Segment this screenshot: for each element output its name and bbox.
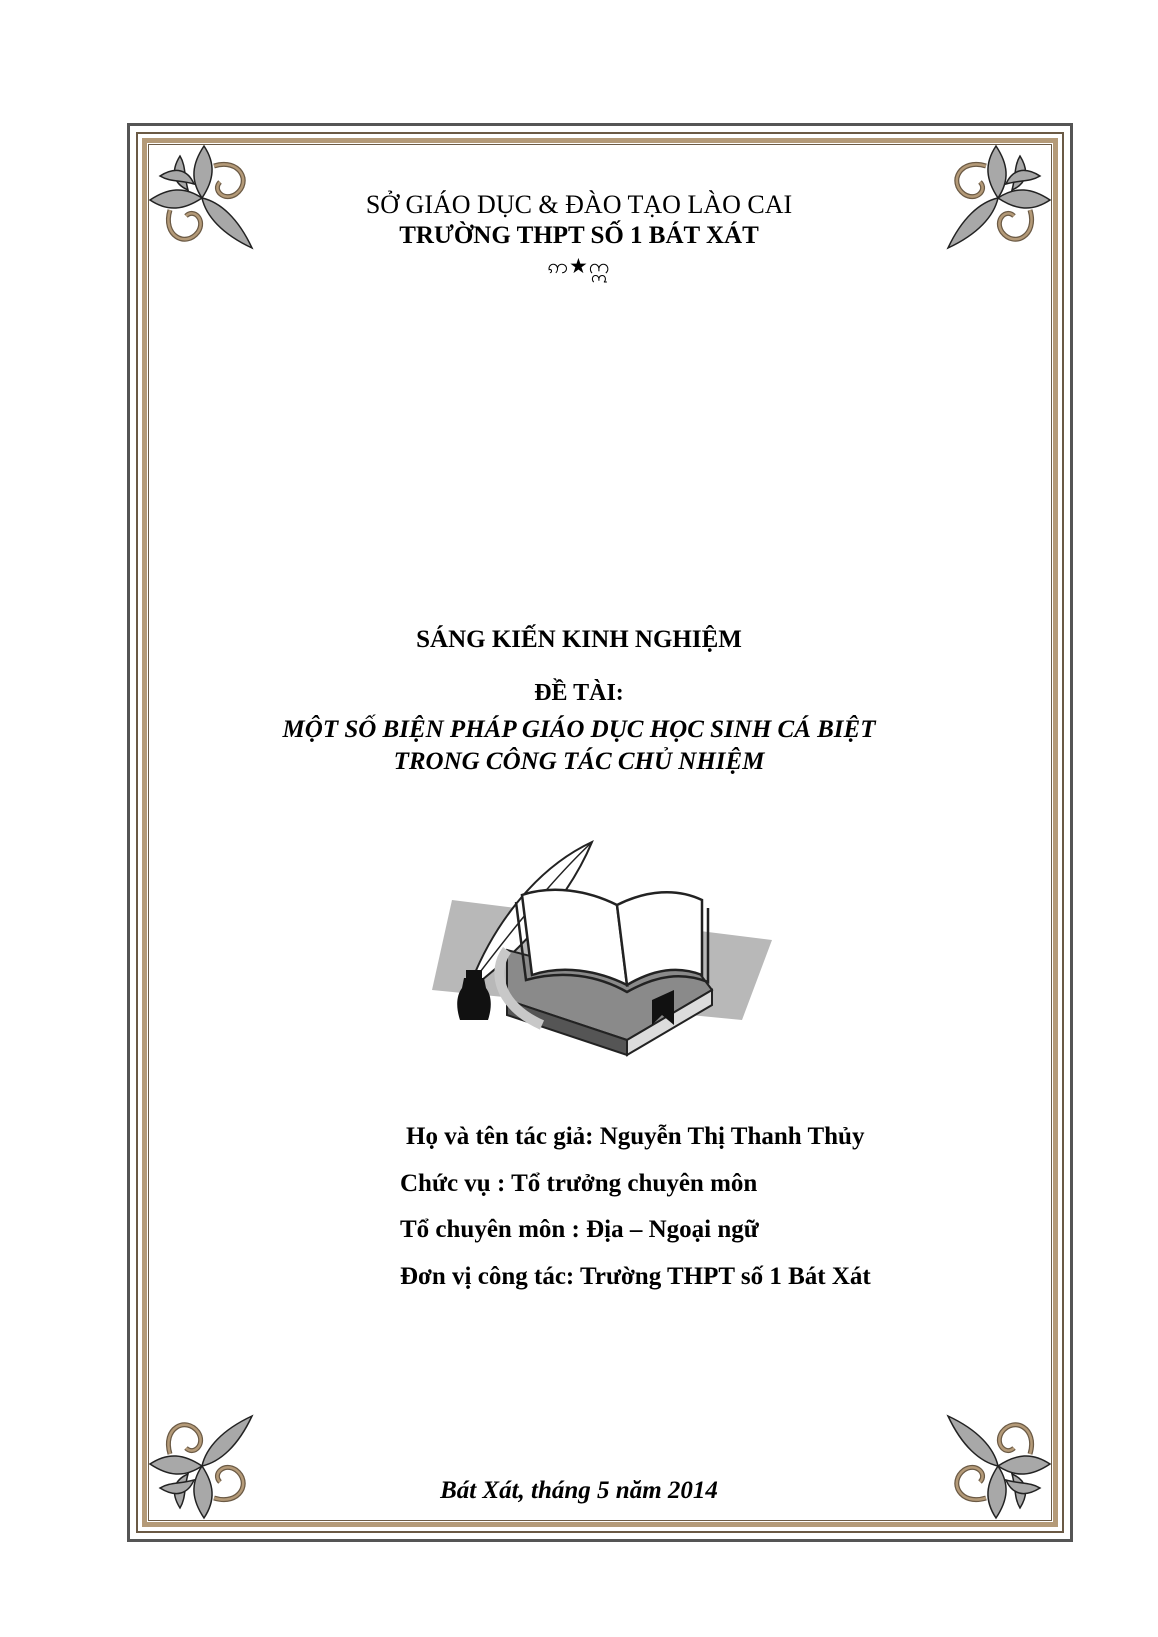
- department-heading: SỞ GIÁO DỤC & ĐÀO TẠO LÀO CAI: [365, 190, 793, 219]
- fleur-de-lis-corner-icon: [140, 1400, 268, 1528]
- author-group-line: Tổ chuyên môn : Địa – Ngoại ngữ: [400, 1216, 759, 1243]
- topic-title-line-1: MỘT SỐ BIỆN PHÁP GIÁO DỤC HỌC SINH CÁ BIỆT: [282, 716, 876, 743]
- quill-inkwell-book-icon: [412, 830, 792, 1070]
- author-unit-line: Đơn vị công tác: Trường THPT số 1 Bát Xát: [400, 1263, 871, 1290]
- topic-title-line-2: TRONG CÔNG TÁC CHỦ NHIỆM: [393, 748, 765, 775]
- document-type-title: SÁNG KIẾN KINH NGHIỆM: [416, 626, 742, 653]
- fleur-de-lis-corner-icon: [932, 1400, 1060, 1528]
- author-position-line: Chức vụ : Tổ trưởng chuyên môn: [400, 1170, 758, 1197]
- school-heading: TRƯỜNG THPT SỐ 1 BÁT XÁT: [399, 222, 759, 249]
- author-name-line: Họ và tên tác giả: Nguyễn Thị Thanh Thủy: [406, 1123, 865, 1150]
- star-ornament-icon: ဢ★ဣ: [547, 254, 611, 278]
- place-date: Bát Xát, tháng 5 năm 2014: [440, 1477, 718, 1504]
- topic-label: ĐỀ TÀI:: [534, 680, 624, 706]
